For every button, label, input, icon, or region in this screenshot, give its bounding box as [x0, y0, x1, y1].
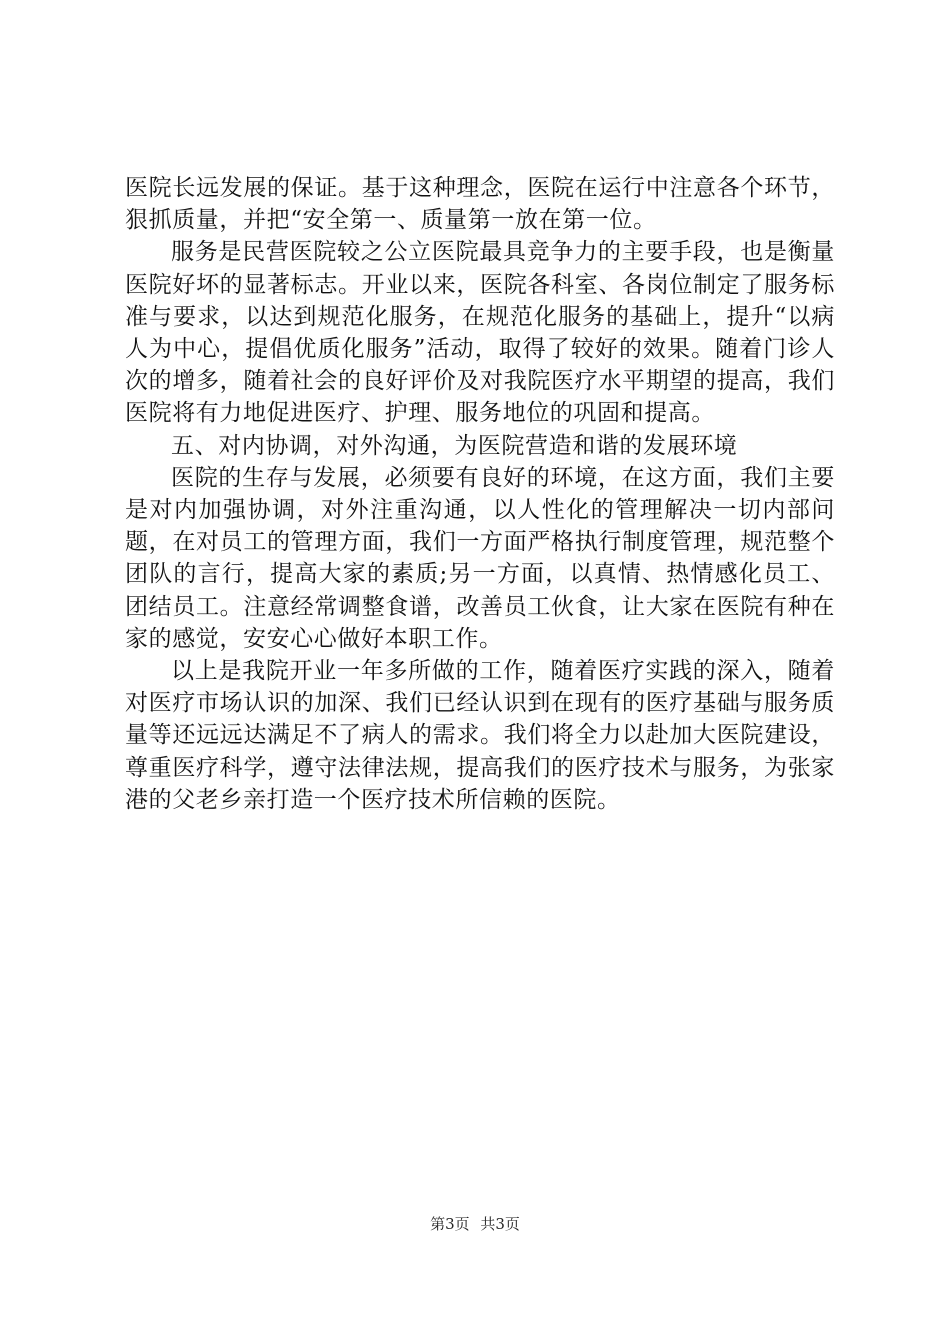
paragraph-continuation: 医院长远发展的保证。基于这种理念，医院在运行中注意各个环节，狠抓质量，并把“安全第一、质量第一放在第一位。 — [125, 175, 835, 234]
page-total: 共3页 — [480, 1215, 520, 1233]
paragraph-service: 服务是民营医院较之公立医院最具竞争力的主要手段，也是衡量医院好坏的显著标志。开业以来，医院各科室、各岗位制定了服务标准与要求，以达到规范化服务，在规范化服务的基础上，提升“以病人为中心，提倡优质化服务”活动，取得了较好的效果。随着门诊人次的增多，随着社会的良好评价及对我院医疗水平期望的提高，我们医院将有力地促进医疗、护理、服务地位的巩固和提高。 — [125, 239, 835, 427]
page-number: 第3页 — [430, 1215, 470, 1233]
section-heading: 五、对内协调，对外沟通，为医院营造和谐的发展环境 — [171, 432, 738, 459]
page-footer — [0, 1214, 950, 1234]
paragraph-conclusion: 以上是我院开业一年多所做的工作，随着医疗实践的深入，随着对医疗市场认识的加深、我们已经认识到在现有的医疗基础与服务质量等还远远达满足不了病人的需求。我们将全力以赴加大医院建设，尊重医疗科学，遵守法律法规，提高我们的医疗技术与服务，为张家港的父老乡亲打造一个医疗技术所信赖的医院。 — [125, 658, 835, 813]
paragraph-environment: 医院的生存与发展，必须要有良好的环境，在这方面，我们主要是对内加强协调，对外注重沟通，以人性化的管理解决一切内部问题，在对员工的管理方面，我们一方面严格执行制度管理，规范整个团队的言行，提高大家的素质;另一方面，以真情、热情感化员工、团结员工。注意经常调整食谱，改善员工伙食，让大家在医院有种在家的感觉，安安心心做好本职工作。 — [125, 464, 835, 652]
document-body — [125, 172, 835, 816]
